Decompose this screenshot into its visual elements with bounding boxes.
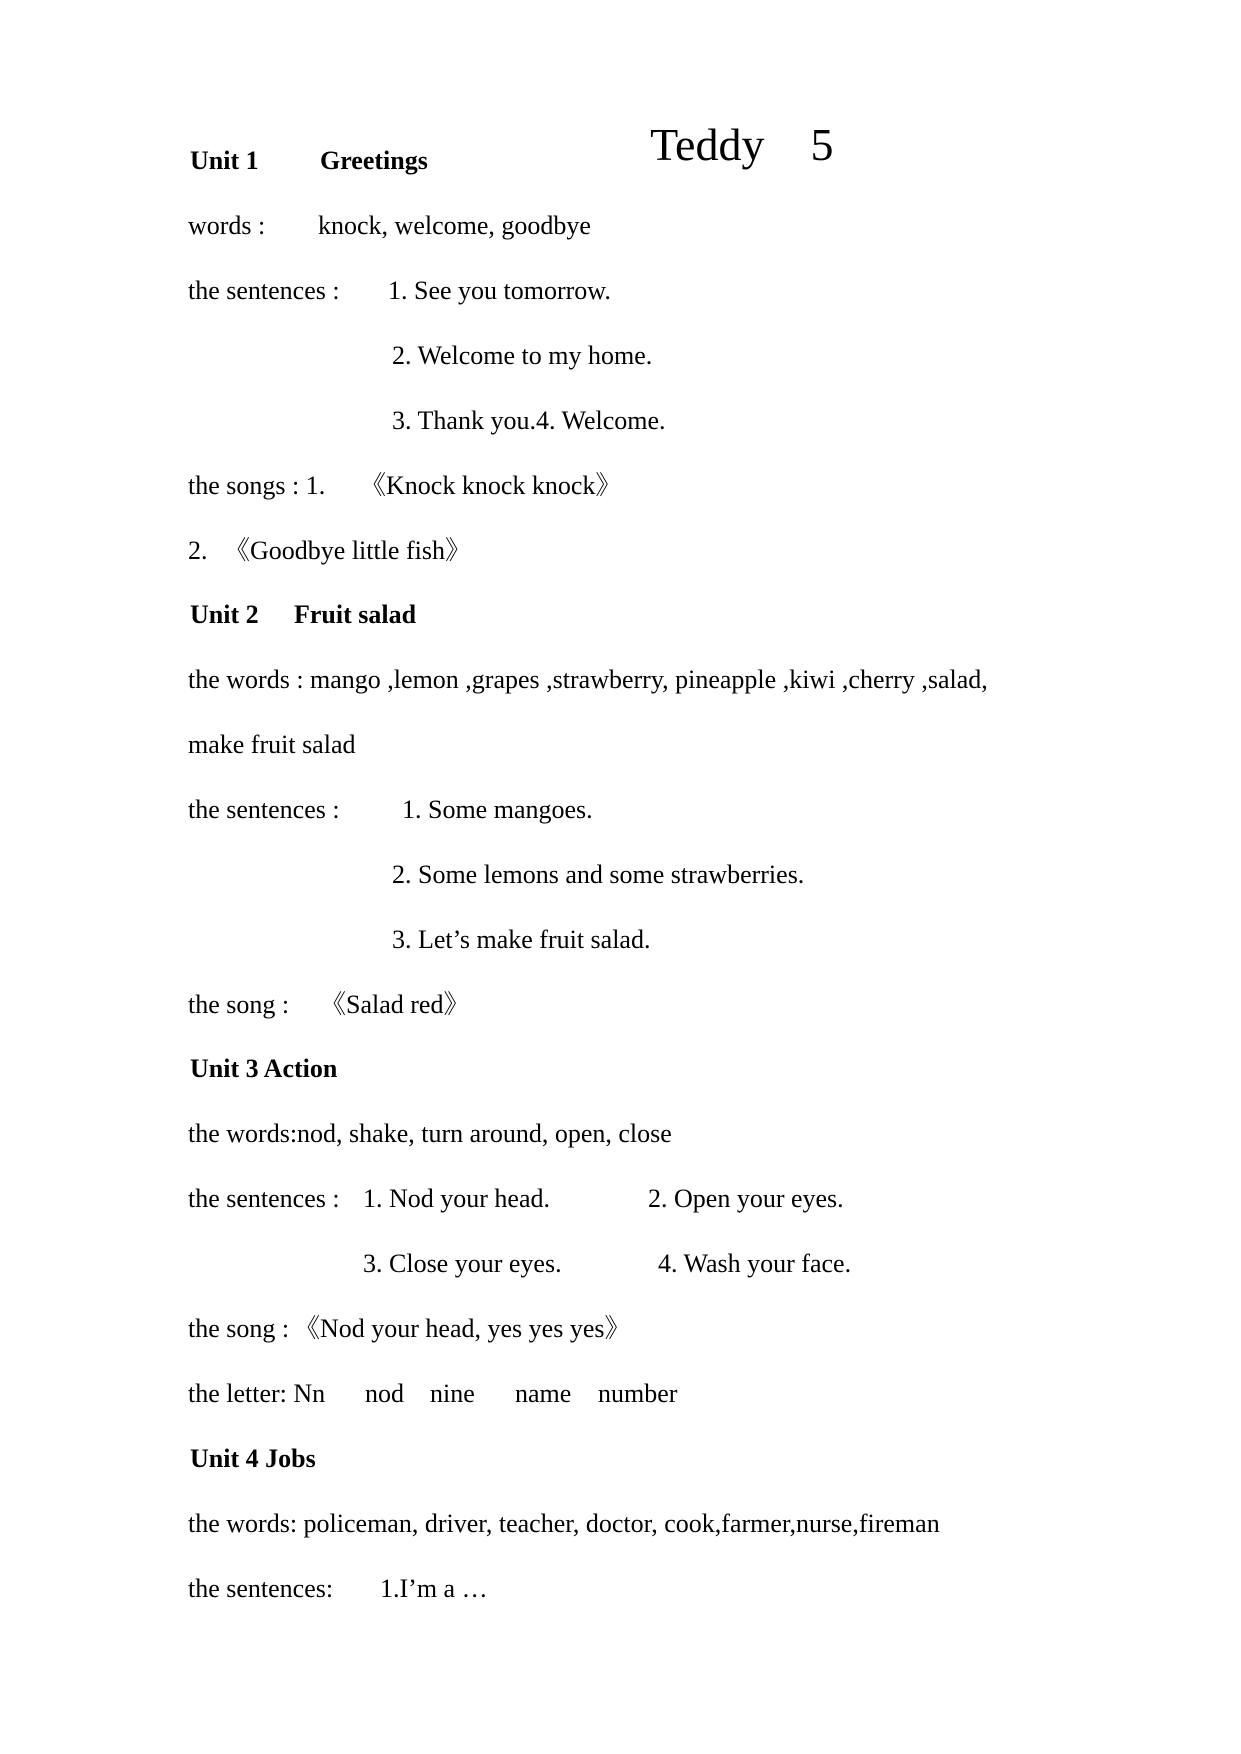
title-number: 5 xyxy=(810,119,834,170)
unit3-song-label: the song : xyxy=(188,1314,290,1343)
unit2-sentences-label: the sentences : xyxy=(188,795,340,824)
unit2-words-line-2: make fruit salad xyxy=(188,730,356,759)
unit2-song-line xyxy=(188,990,470,1020)
unit3-letter-line xyxy=(188,1379,678,1409)
unit3-sentences-line-2 xyxy=(363,1249,852,1279)
unit1-heading xyxy=(190,146,428,176)
unit3-letter-word: nod xyxy=(365,1379,404,1408)
unit4-words: the words: policeman, driver, teacher, doctor, cook,farmer,nurse,fireman xyxy=(188,1509,940,1538)
unit1-sentences-line xyxy=(188,276,611,306)
unit4-sentences-line xyxy=(188,1574,488,1604)
unit1-songs-line xyxy=(188,471,622,501)
unit2-sentence-3: 3. Let’s make fruit salad. xyxy=(392,925,651,954)
unit2-heading xyxy=(190,600,417,630)
unit1-songs-label: the songs : 1. xyxy=(188,471,326,500)
document-title xyxy=(628,70,833,170)
unit3-sentences-line xyxy=(188,1184,844,1214)
unit1-sentence-2: 2. Welcome to my home. xyxy=(392,341,653,370)
unit2-words-line-1: the words : mango ,lemon ,grapes ,strawberry, pineapple ,kiwi ,cherry ,salad, xyxy=(188,665,988,694)
unit1-sentence-3: 3. Thank you.4. Welcome. xyxy=(392,406,666,435)
unit2-heading-name: Fruit salad xyxy=(294,600,417,629)
unit1-heading-number: Unit 1 xyxy=(190,146,259,175)
unit3-sentences-label: the sentences : xyxy=(188,1184,340,1213)
unit3-letter-label: the letter: Nn xyxy=(188,1379,326,1408)
unit4-heading: Unit 4 Jobs xyxy=(190,1444,316,1473)
unit1-song-2: 《Goodbye little fish》 xyxy=(224,536,471,565)
unit1-song-2-line xyxy=(188,536,471,566)
unit3-words: the words:nod, shake, turn around, open, close xyxy=(188,1119,672,1148)
unit3-heading: Unit 3 Action xyxy=(190,1054,338,1083)
unit4-sentences-label: the sentences: xyxy=(188,1574,334,1603)
unit4-sentence-1: 1.I’m a … xyxy=(380,1574,488,1603)
unit3-song: 《Nod your head, yes yes yes》 xyxy=(294,1314,631,1343)
unit3-song-line xyxy=(188,1314,631,1344)
unit2-song-label: the song : xyxy=(188,990,290,1019)
unit1-words-line xyxy=(188,211,591,241)
unit2-heading-number: Unit 2 xyxy=(190,600,259,629)
unit2-song: 《Salad red》 xyxy=(320,990,470,1019)
unit3-sentence-2: 2. Open your eyes. xyxy=(648,1184,844,1213)
unit3-sentence-1: 1. Nod your head. xyxy=(363,1184,551,1213)
unit2-sentences-line xyxy=(188,795,593,825)
unit3-letter-word: name xyxy=(515,1379,572,1408)
unit1-sentence-1: 1. See you tomorrow. xyxy=(388,276,611,305)
unit2-sentence-2: 2. Some lemons and some strawberries. xyxy=(392,860,805,889)
unit1-song-2-number: 2. xyxy=(188,536,208,565)
unit1-sentences-label: the sentences : xyxy=(188,276,340,305)
unit2-sentence-1: 1. Some mangoes. xyxy=(402,795,593,824)
unit1-words-label: words : xyxy=(188,211,266,240)
unit3-sentence-4: 4. Wash your face. xyxy=(658,1249,852,1278)
unit3-letter-word: number xyxy=(598,1379,678,1408)
unit1-song-1: 《Knock knock knock》 xyxy=(360,471,622,500)
unit3-sentence-3: 3. Close your eyes. xyxy=(363,1249,562,1278)
unit3-letter-word: nine xyxy=(430,1379,475,1408)
unit1-heading-name: Greetings xyxy=(320,146,428,175)
unit1-words: knock, welcome, goodbye xyxy=(318,211,591,240)
title-gap xyxy=(764,119,810,170)
title-name: Teddy xyxy=(650,119,765,170)
